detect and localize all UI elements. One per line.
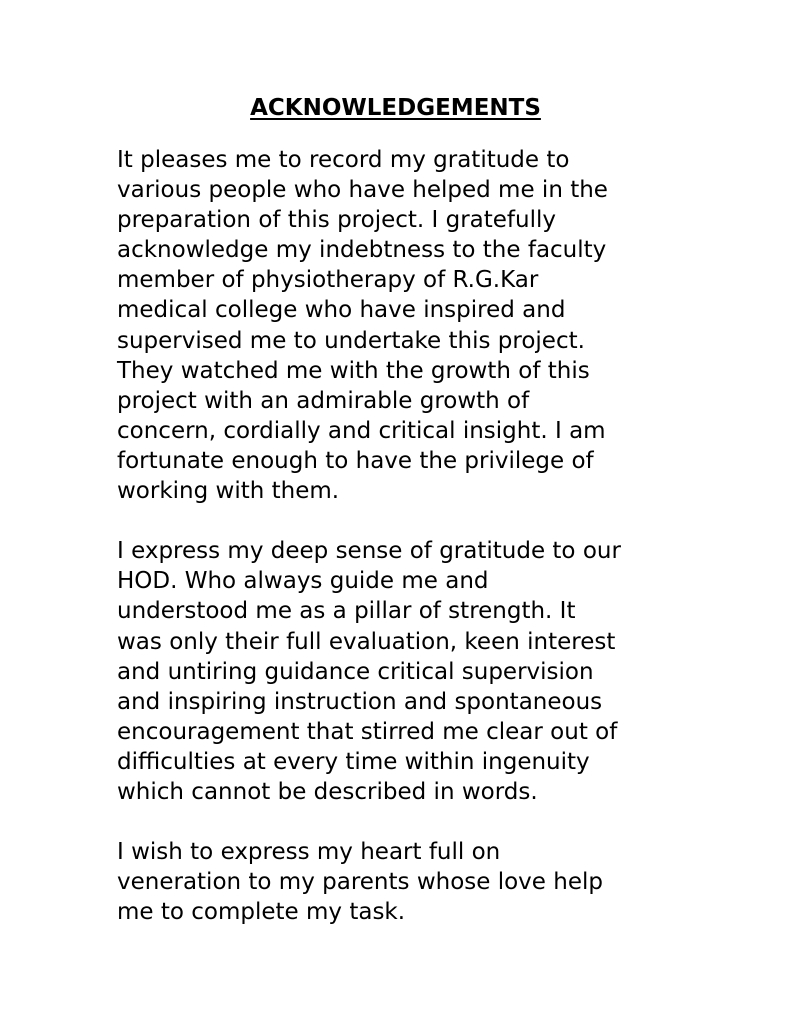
document-body xyxy=(117,145,697,927)
paragraph-gratitude-faculty: It pleases me to record my gratitude to various people who have helped me in the preparation of this project. I gratefully acknowledge my indebtness to the faculty member of physiotherapy of R.G.Kar medical college who have inspired and supervised me to undertake this project. They watched me with the growth of this project with an admirable growth of concern, cordially and critical insight. I am fortunate enough to have the privilege of working with them. xyxy=(117,147,608,505)
paragraph-gratitude-parents: I wish to express my heart full on veneration to my parents whose love help me to complete my task. xyxy=(117,839,603,926)
page-title: ACKNOWLEDGEMENTS xyxy=(250,95,541,121)
paragraph-gratitude-hod: I express my deep sense of gratitude to our HOD. Who always guide me and understood me as a pillar of strength. It was only their full evaluation, keen interest and untiring guidance critical supervision and inspiring instruction and spontaneous encouragement that stirred me clear out of difficulties at every time within ingenuity which cannot be described in words. xyxy=(117,538,621,805)
